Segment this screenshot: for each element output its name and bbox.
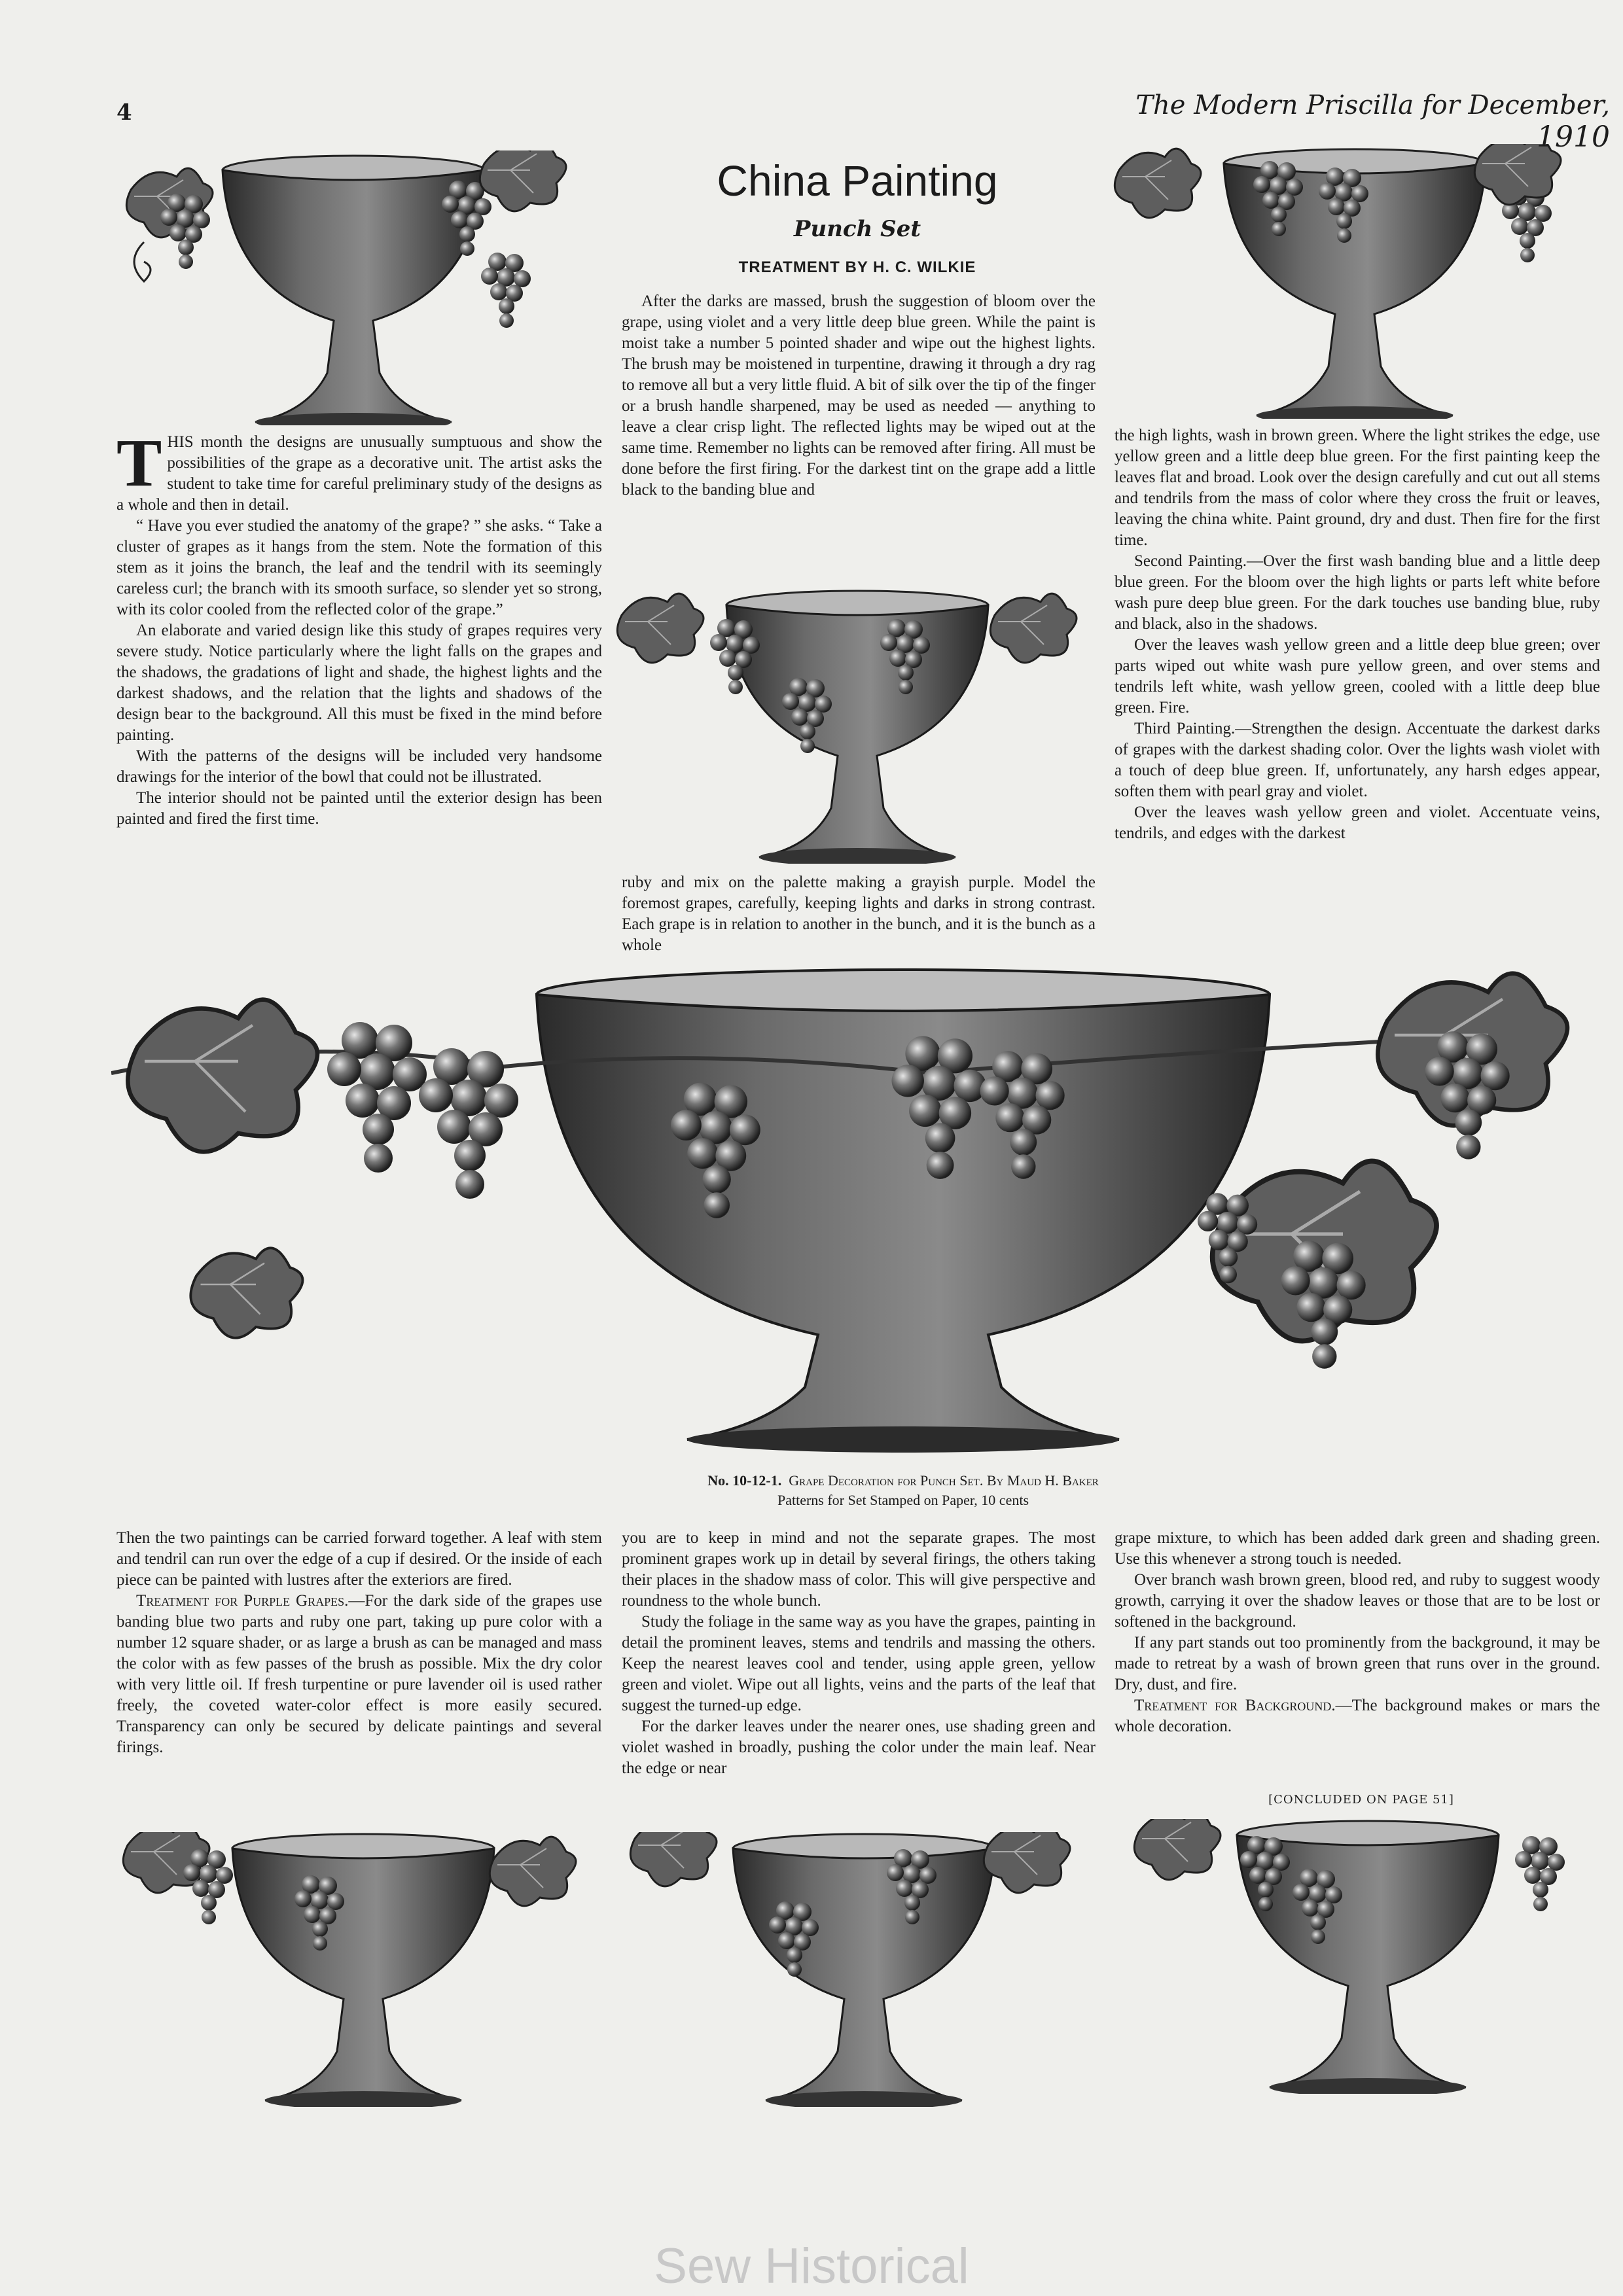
paragraph: Third Painting.—Strengthen the design. Accentuate the darkest darks of grapes with the darkest shading color. Over the lights wash violet with a touch of deep blue green. If, unfortunately, any harsh edges appear, soften them with pearl gray and violet.	[1115, 720, 1600, 800]
column-left-bottom	[116, 1528, 602, 1758]
column-middle-lower	[622, 872, 1096, 956]
paragraph: Study the foliage in the same way as you have the grapes, painting in detail the prominent leaves, stems and tendrils and massing the others. Keep the nearest leaves cool and tender, using apple green, yellow green and violet. Wipe out all lights, veins and the parts of the leaf that suggest the turned-up edge.	[622, 1613, 1096, 1714]
section-heading: Treatment for Purple Grapes.	[136, 1592, 349, 1610]
caption-text: Grape Decoration for Punch Set. By Maud H. Baker	[789, 1472, 1099, 1489]
cup-illustration-bottom-left	[115, 1832, 625, 2107]
paragraph-text: HIS month the designs are unusually sumptuous and show the possibilities of the grape as a decorative unit. The artist asks the student to take time for careful preliminary study of the designs as a whole and then in detail.	[116, 433, 602, 514]
running-head-text: The Modern Priscilla for December,	[1135, 90, 1610, 120]
column-middle-bottom	[622, 1528, 1096, 1779]
paragraph: Over branch wash brown green, blood red, and ruby to suggest woody growth, carrying it over the shadow leaves or those that are to be lost or softened in the background.	[1115, 1571, 1600, 1631]
paragraph	[116, 1591, 602, 1758]
cup-illustration-top-right	[1113, 144, 1610, 419]
figure-caption-price: Patterns for Set Stamped on Paper, 10 cents	[777, 1492, 1029, 1508]
cup-illustration-top-left	[118, 150, 589, 425]
punch-bowl-illustration	[111, 968, 1616, 1466]
paragraph: Over the leaves wash yellow green and a little deep blue green; over parts wiped out white wash pure yellow green, and over stems and tendrils left white, wash yellow green, cooled with a little deep blue green. Fire.	[1115, 636, 1600, 716]
paragraph: The interior should not be painted until the exterior design has been painted and fired the first time.	[116, 789, 602, 828]
paragraph	[116, 425, 602, 516]
paragraph: you are to keep in mind and not the separate grapes. The most prominent grapes work up in detail by several firings, the others taking their places in the shadow mass of color. This will give perspective and roundness to the whole bunch.	[622, 1529, 1096, 1610]
paragraph	[1115, 1695, 1600, 1737]
paragraph: the high lights, wash in brown green. Where the light strikes the edge, use yellow green and a little deep blue green. For the first painting keep the leaves flat and broad. Look over the design carefully and cut out all stems and tendrils from the mass of color where they cross the fruit or leaves, leaving the china white. Paint ground, dry and dust. Then fire for the first time.	[1115, 427, 1600, 549]
paragraph-text: —The background makes or mars the whole decoration.	[1115, 1697, 1601, 1735]
column-left-top	[116, 425, 602, 830]
paragraph: Over the leaves wash yellow green and violet. Accentuate veins, tendrils, and edges with the darkest	[1115, 804, 1600, 842]
column-right-top	[1115, 425, 1600, 844]
column-right-bottom	[1115, 1528, 1600, 1737]
running-head-year: 1910	[1537, 120, 1610, 154]
caption-number: No. 10-12-1.	[707, 1472, 782, 1489]
paragraph: For the darker leaves under the nearer ones, use shading green and violet washed in broadly, pushing the color under the main leaf. Near the edge or near	[622, 1718, 1096, 1777]
paragraph: An elaborate and varied design like this study of grapes requires very severe study. Notice particularly where the light falls on the grapes and the shadows, the gradations of light and shade, the highest lights and the darkest shadows, and the relation that the lights and shadows of the design bear to the background. All this must be fixed in the mind before painting.	[116, 622, 602, 744]
paragraph: After the darks are massed, brush the suggestion of bloom over the grape, using violet and a very little deep blue green. While the paint is moist take a number 5 pointed shader and wipe out the highest lights. The brush may be moistened in turpentine, drawing it through a dry rag to remove all but a very little fluid. A bit of silk over the tip of the finger or a brush handle sharpened, may be used as needed — anything to leave a clear crisp light. The reflected lights may be wiped out at the same time. Remember no lights can be removed after firing. All must be done before the first firing. For the darkest tint on the grape add a little black to the banding blue and	[622, 292, 1096, 499]
section-heading: Treatment for Background.	[1134, 1697, 1336, 1714]
column-middle-top	[622, 291, 1096, 501]
paragraph: Second Painting.—Over the first wash banding blue and a little deep blue green. For the bloom over the high lights or parts left white before wash pure deep blue green. For the dark touches use banding blue, ruby and black, also in the shadows.	[1115, 552, 1600, 633]
running-head	[1113, 90, 1610, 154]
page-number: 4	[116, 99, 132, 126]
figure-caption	[589, 1472, 1217, 1489]
cup-illustration-bottom-right	[1126, 1819, 1610, 2094]
cup-illustration-bottom-center	[622, 1832, 1106, 2107]
watermark: Sew Historical	[654, 2238, 969, 2294]
article-title: China Painting	[717, 156, 998, 205]
paragraph: “ Have you ever studied the anatomy of the grape? ” she asks. “ Take a cluster of grapes as it hangs from the stem. Note the formation of this stem as it joins the branch, the leaf and the tendril with its seemingly careless curl; the branch with its smooth surface, so slender yet so strong, with its color cooled from the reflected color of the grape.”	[116, 517, 602, 618]
paragraph: ruby and mix on the palette making a grayish purple. Model the foremost grapes, carefully, keeping lights and darks in strong contrast. Each grape is in relation to another in the bunch, and it is the bunch as a whole	[622, 874, 1096, 954]
article-subtitle: Punch Set	[793, 216, 921, 242]
article-byline: TREATMENT BY H. C. WILKIE	[738, 258, 976, 276]
paragraph: If any part stands out too prominently from the background, it may be made to retreat by a wash of brown green that runs over in the ground. Dry, dust, and fire.	[1115, 1634, 1600, 1693]
continuation-note: [CONCLUDED ON PAGE 51]	[1268, 1793, 1454, 1807]
drop-cap: T	[116, 425, 162, 501]
paragraph-text: —For the dark side of the grapes use banding blue two parts and ruby one part, taking up pure color with a number 12 square shader, or as large a brush as can be managed and mass the color with as few passes of the brush as possible. Mix the dry color with very little oil. If fresh turpentine or pure lavender oil is used rather freely, the coveted water-color effect is more easily secured. Transparency can only be secured by delicate paintings and several firings.	[116, 1592, 602, 1756]
cup-illustration-center	[615, 589, 1099, 864]
paragraph: With the patterns of the designs will be included very handsome drawings for the interior of the bowl that could not be illustrated.	[116, 747, 602, 786]
paragraph: grape mixture, to which has been added dark green and shading green. Use this whenever a strong touch is needed.	[1115, 1529, 1600, 1568]
paragraph: Then the two paintings can be carried forward together. A leaf with stem and tendril can run over the edge of a cup if desired. Or the inside of each piece can be painted with lustres after the exteriors are fired.	[116, 1529, 602, 1589]
